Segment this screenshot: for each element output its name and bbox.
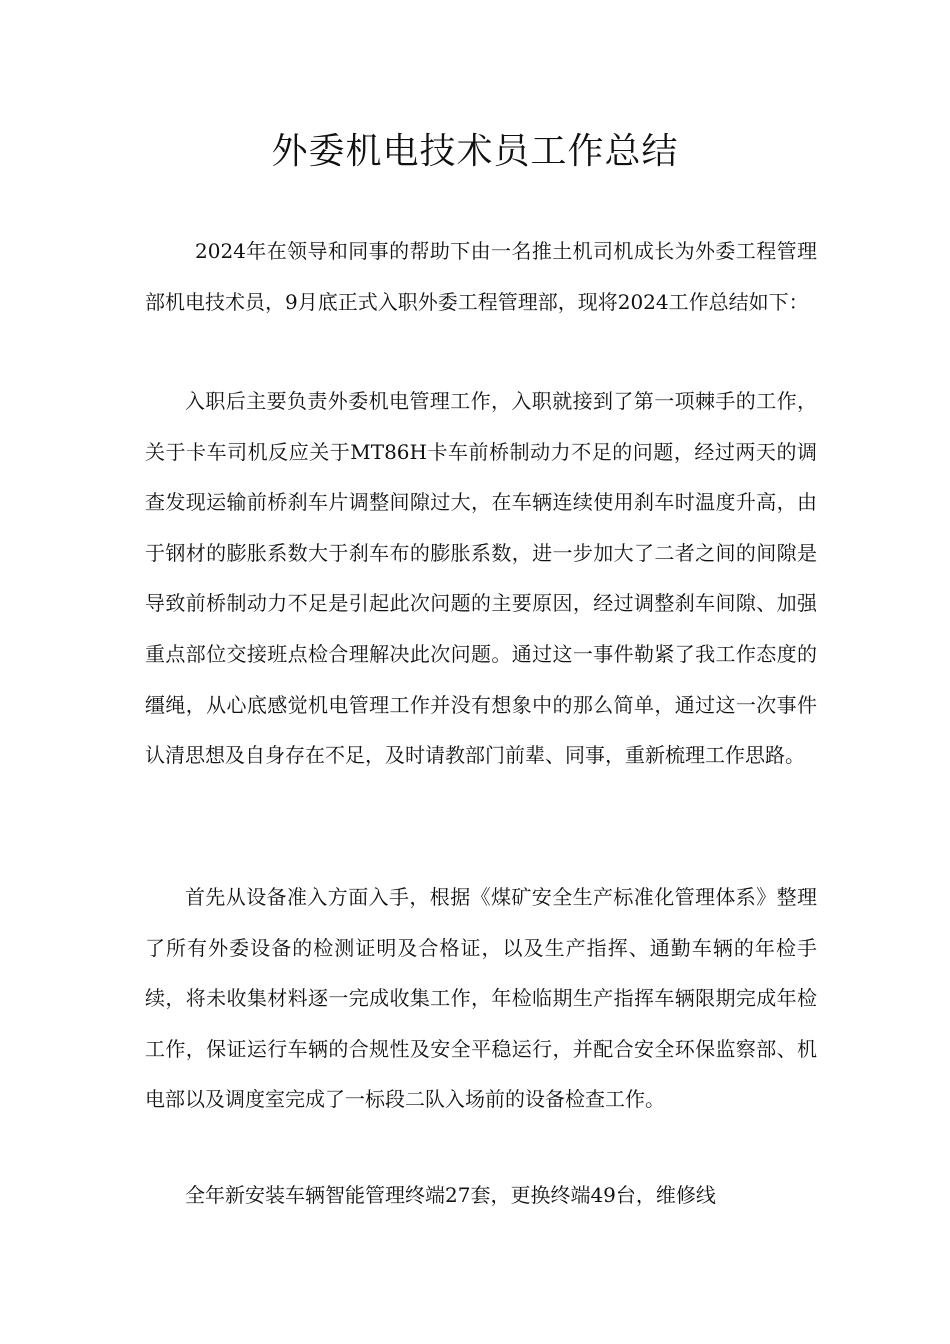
paragraph-equipment-access: 首先从设备准入方面入手，根据《煤矿安全生产标准化管理体系》整理了所有外委设备的检测证明及合格证，以及生产指挥、通勤车辆的年检手续，将未收集材料逐一完成收集工作，年检临期生产指挥车辆限期完成年检工作，保证运行车辆的合规性及安全平稳运行，并配合安全环保监察部、机电部以及调度室完成了一标段二队入场前的设备检查工作。: [145, 885, 817, 1112]
paragraph-terminals: 全年新安装车辆智能管理终端27套，更换终端49台，维修线: [185, 1183, 716, 1207]
paragraph-brake-issue: 入职后主要负责外委机电管理工作，入职就接到了第一项棘手的工作，关于卡车司机反应关于MT86H卡车前桥制动力不足的问题，经过两天的调查发现运输前桥刹车片调整间隙过大，在车辆连续使用刹车时温度升高，由于钢材的膨胀系数大于刹车布的膨胀系数，进一步加大了二者之间的间隙是导致前桥制动力不足是引起此次问题的主要原因，经过调整刹车间隙、加强重点部位交接班点检合理解决此次问题。通过这一事件勒紧了我工作态度的缰绳，从心底感觉机电管理工作并没有想象中的那么简单，通过这一次事件认清思想及自身存在不足，及时请教部门前辈、同事，重新梳理工作思路。: [145, 389, 817, 768]
paragraph-intro: 2024年在领导和同事的帮助下由一名推土机司机成长为外委工程管理部机电技术员，9月底正式入职外委工程管理部，现将2024工作总结如下：: [145, 239, 817, 314]
document-title: 外委机电技术员工作总结: [271, 131, 679, 172]
